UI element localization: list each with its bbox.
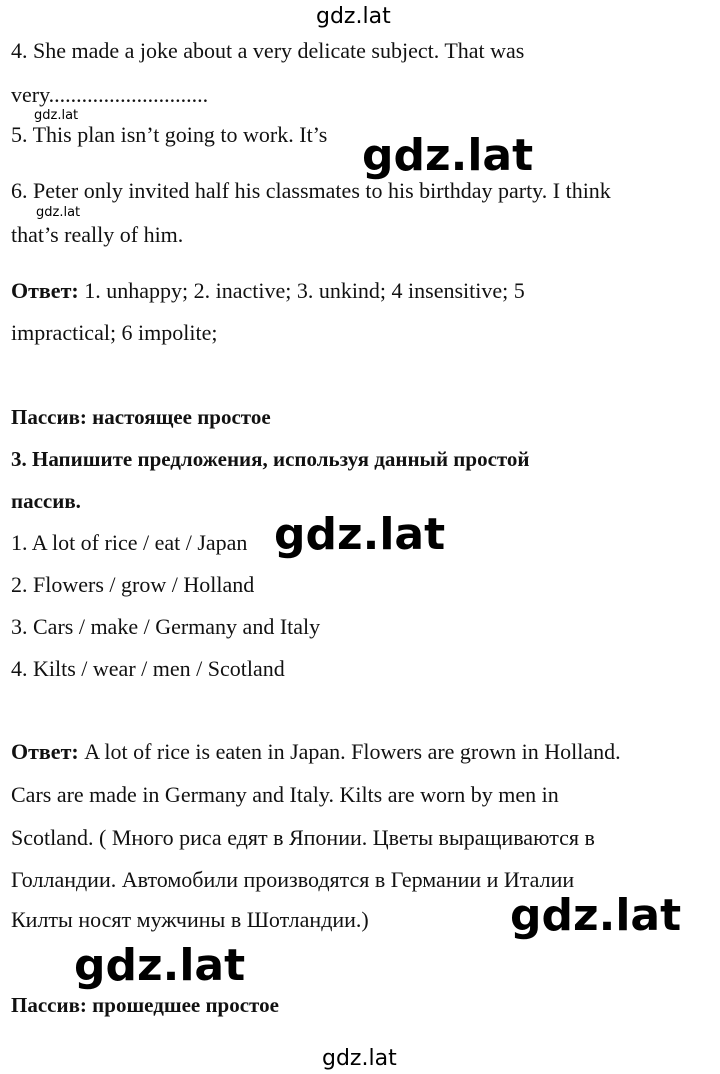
- section-heading: Пассив: прошедшее простое: [11, 993, 279, 1017]
- answer-label: Ответ:: [11, 739, 79, 764]
- watermark-large: gdz.lat: [510, 890, 682, 941]
- watermark-tiny: gdz.lat: [34, 108, 79, 123]
- exercise-item-4: 4. She made a joke about a very delicate subject. That was: [11, 38, 525, 63]
- answer-label: Ответ:: [11, 278, 79, 303]
- answer-line-1: [11, 278, 525, 304]
- watermark-top: gdz.lat: [316, 4, 391, 29]
- section-heading: Пассив: настоящее простое: [11, 405, 271, 429]
- task-title: 3. Напишите предложения, используя данный простой: [11, 447, 530, 471]
- watermark-large: gdz.lat: [362, 130, 534, 181]
- answer-line-1: [11, 739, 621, 765]
- watermark-large: gdz.lat: [274, 509, 446, 560]
- exercise-item-6-continued: that’s really of him.: [11, 222, 184, 247]
- watermark-tiny: gdz.lat: [36, 205, 81, 220]
- answer-line-5: Килты носят мужчины в Шотландии.): [11, 907, 369, 932]
- task-item-3: 3. Cars / make / Germany and Italy: [11, 614, 321, 639]
- answer-text: 1. unhappy; 2. inactive; 3. unkind; 4 insensitive; 5: [78, 278, 525, 303]
- task-item-2: 2. Flowers / grow / Holland: [11, 572, 255, 597]
- answer-line-2: impractical; 6 impolite;: [11, 320, 218, 345]
- task-item-4: 4. Kilts / wear / men / Scotland: [11, 656, 285, 681]
- answer-line-4: Голландии. Автомобили производятся в Германии и Италии: [11, 867, 575, 892]
- answer-text: A lot of rice is eaten in Japan. Flowers are grown in Holland.: [78, 739, 621, 764]
- watermark-large: gdz.lat: [74, 940, 246, 991]
- watermark-bottom: gdz.lat: [322, 1046, 397, 1071]
- exercise-item-5: 5. This plan isn’t going to work. It’s: [11, 122, 328, 147]
- exercise-item-4-continued: very.............................: [11, 82, 209, 107]
- answer-line-2: Cars are made in Germany and Italy. Kilts are worn by men in: [11, 782, 559, 807]
- answer-line-3: Scotland. ( Много риса едят в Японии. Цветы выращиваются в: [11, 825, 595, 850]
- exercise-item-6: 6. Peter only invited half his classmates to his birthday party. I think: [11, 178, 611, 203]
- task-title-continued: пассив.: [11, 489, 81, 513]
- task-item-1: 1. A lot of rice / eat / Japan: [11, 530, 248, 555]
